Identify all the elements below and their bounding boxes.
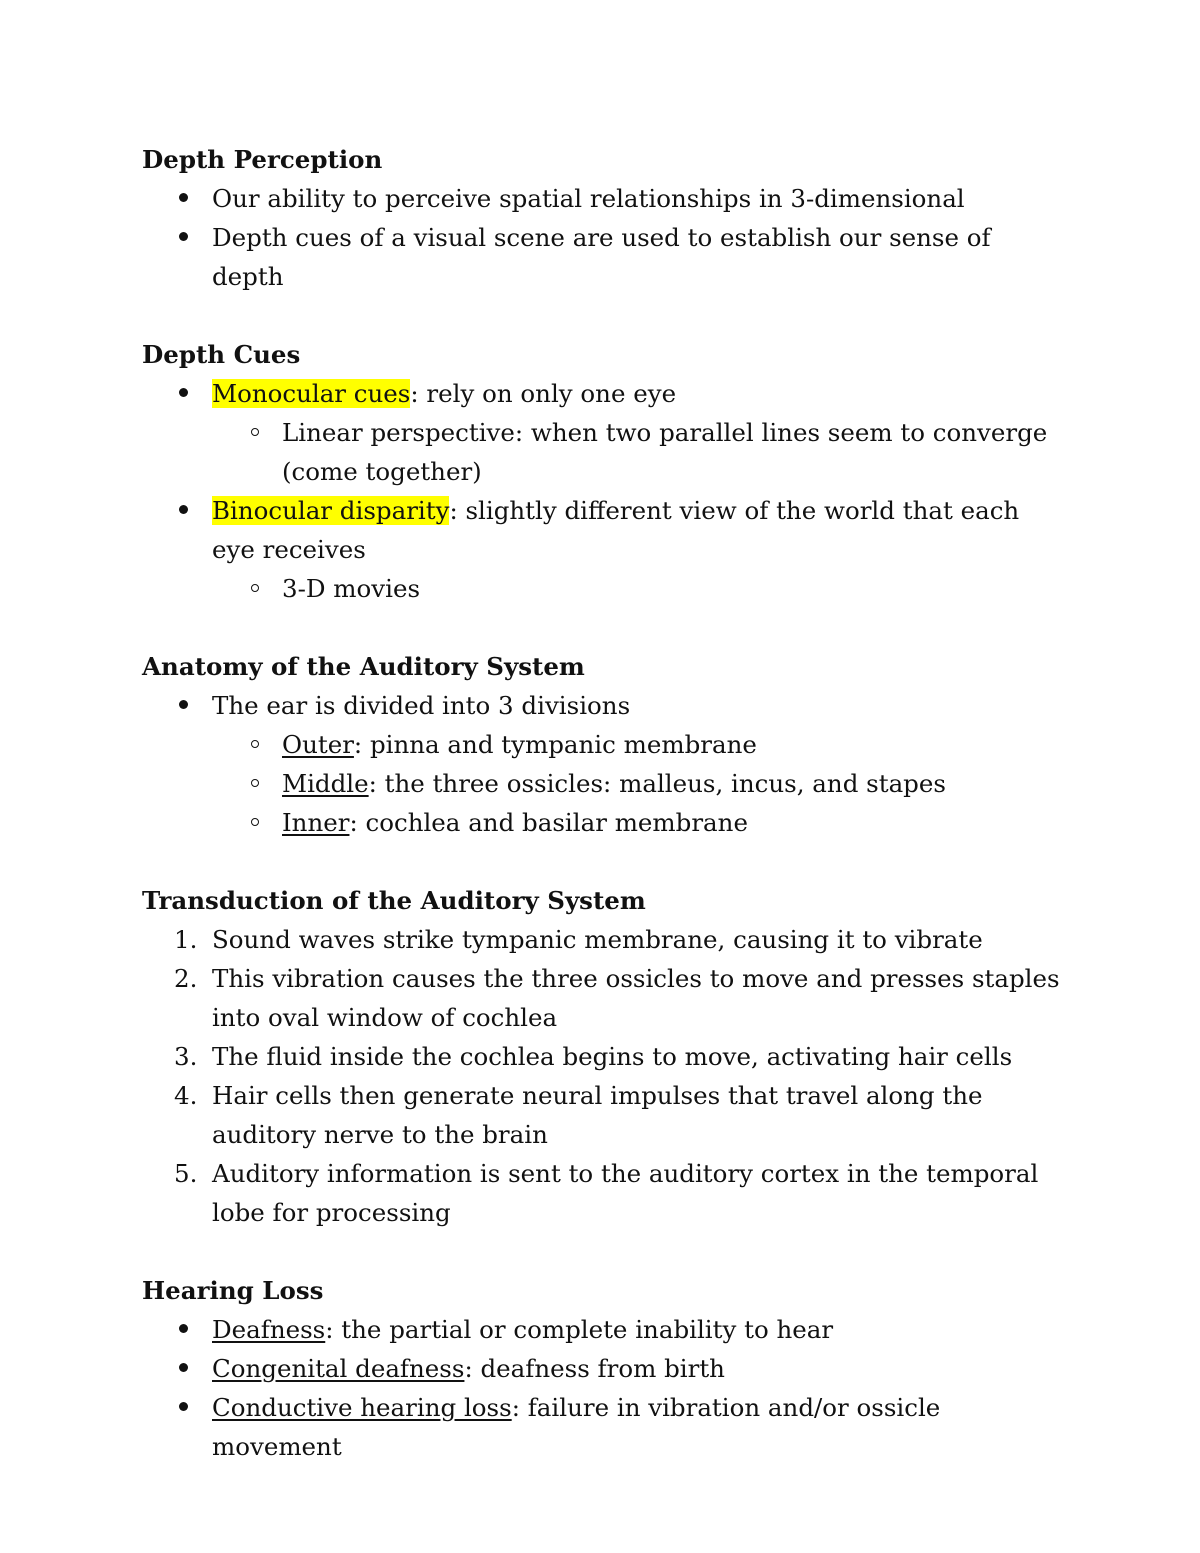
list-item-text: 3-D movies	[282, 574, 421, 603]
bullet-icon	[179, 1324, 188, 1333]
list-item-text: : the three ossicles: malleus, incus, and stapes	[368, 769, 946, 798]
numbered-item	[142, 1037, 1062, 1076]
underlined-term: Middle	[282, 769, 369, 798]
bullet-icon	[179, 388, 188, 397]
underlined-term: Deafness	[212, 1315, 326, 1344]
item-number: 1.	[174, 925, 198, 954]
list-item	[142, 374, 1062, 413]
list-item-text: : rely on only one eye	[410, 379, 677, 408]
bullet-icon	[179, 193, 188, 202]
list-item-text: : slightly different view of the world that each eye receives	[212, 496, 1020, 564]
list-item	[142, 218, 1062, 296]
numbered-item	[142, 1076, 1062, 1154]
item-number: 4.	[174, 1081, 198, 1110]
list-item-text: The ear is divided into 3 divisions	[212, 691, 631, 720]
hollow-bullet-icon	[251, 584, 259, 592]
list-item-text: : the partial or complete inability to hear	[325, 1315, 834, 1344]
section-auditory-transduction	[142, 881, 1062, 1232]
list-item-text: : cochlea and basilar membrane	[349, 808, 748, 837]
numbered-item	[142, 920, 1062, 959]
list-item-text: Auditory information is sent to the auditory cortex in the temporal lobe for processing	[212, 1159, 1039, 1227]
list-item-text: Depth cues of a visual scene are used to establish our sense of depth	[212, 223, 991, 291]
section-heading: Transduction of the Auditory System	[142, 886, 646, 915]
section-depth-cues	[142, 335, 1062, 608]
item-number: 5.	[174, 1159, 198, 1188]
bullet-icon	[179, 1363, 188, 1372]
highlighted-term: Binocular disparity	[212, 496, 450, 525]
list-item-text: This vibration causes the three ossicles to move and presses staples into oval window of cochlea	[212, 964, 1060, 1032]
list-item-text: : pinna and tympanic membrane	[353, 730, 757, 759]
list-item-text: : deafness from birth	[464, 1354, 725, 1383]
hollow-bullet-icon	[251, 779, 259, 787]
underlined-term: Conductive hearing loss	[212, 1393, 512, 1422]
section-heading: Depth Perception	[142, 145, 383, 174]
section-heading: Hearing Loss	[142, 1276, 324, 1305]
list-item	[142, 1388, 1062, 1466]
list-item-text: Our ability to perceive spatial relationships in 3-dimensional	[212, 184, 965, 213]
item-number: 3.	[174, 1042, 198, 1071]
list-item	[142, 686, 1062, 725]
sub-list-item	[142, 725, 1062, 764]
section-heading: Depth Cues	[142, 340, 301, 369]
hollow-bullet-icon	[251, 818, 259, 826]
hollow-bullet-icon	[251, 740, 259, 748]
list-item-text: The fluid inside the cochlea begins to move, activating hair cells	[212, 1042, 1013, 1071]
numbered-item	[142, 959, 1062, 1037]
bullet-icon	[179, 1402, 188, 1411]
list-item-text: Hair cells then generate neural impulses that travel along the auditory nerve to the brain	[212, 1081, 983, 1149]
list-item-text: : failure in vibration and/or ossicle movement	[212, 1393, 941, 1461]
list-item	[142, 1349, 1062, 1388]
highlighted-term: Monocular cues	[212, 379, 411, 408]
document-page	[142, 140, 1062, 1505]
list-item	[142, 491, 1062, 569]
underlined-term: Outer	[282, 730, 354, 759]
underlined-term: Congenital deafness	[212, 1354, 465, 1383]
sub-list-item	[142, 803, 1062, 842]
list-item-text: Linear perspective: when two parallel lines seem to converge (come together)	[282, 418, 1048, 486]
list-item	[142, 179, 1062, 218]
underlined-term: Inner	[282, 808, 350, 837]
bullet-icon	[179, 505, 188, 514]
sub-list-item	[142, 569, 1062, 608]
numbered-item	[142, 1154, 1062, 1232]
section-hearing-loss	[142, 1271, 1062, 1466]
bullet-icon	[179, 700, 188, 709]
hollow-bullet-icon	[251, 428, 259, 436]
section-heading: Anatomy of the Auditory System	[142, 652, 585, 681]
section-depth-perception	[142, 140, 1062, 296]
sub-list-item	[142, 764, 1062, 803]
sub-list-item	[142, 413, 1062, 491]
list-item	[142, 1310, 1062, 1349]
section-auditory-anatomy	[142, 647, 1062, 842]
bullet-icon	[179, 232, 188, 241]
item-number: 2.	[174, 964, 198, 993]
list-item-text: Sound waves strike tympanic membrane, causing it to vibrate	[212, 925, 983, 954]
